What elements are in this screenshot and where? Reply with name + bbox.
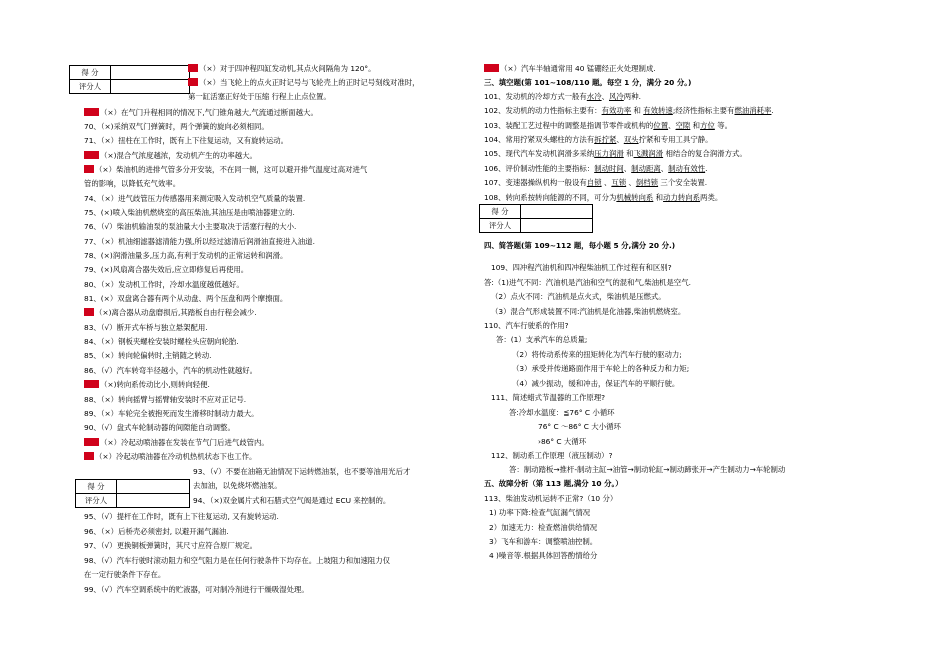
answer-109-1: 答:（1)进气不同：汽油机是汽油和空气的混和气,柴油机是空气.	[484, 278, 691, 287]
redacted-number	[84, 165, 94, 173]
answer: 燃油消耗率	[734, 106, 772, 115]
answer-112: 答：制动踏板→推杆-制动主缸→油管→制动轮缸→制动蹄张开→产生制动力→车轮制动	[509, 465, 786, 474]
score-box-1	[69, 65, 190, 94]
question-90: 90、（√）盘式车轮制动器的间隙能自动调整。	[84, 423, 235, 432]
answer: 位置	[653, 121, 669, 130]
score-box-3	[479, 204, 593, 233]
redacted-number	[484, 64, 499, 72]
question-87: （×)转向系传动比小,则转向轻便.	[84, 380, 210, 390]
question-80: 80、（×）发动机工作时，冷却水温度越低越好。	[84, 280, 244, 289]
answer: 制动时间	[594, 164, 624, 173]
answer: 双头	[623, 135, 639, 144]
answer: 空隙	[675, 121, 691, 130]
question-109: 109、四冲程汽油机和四冲程柴油机工作过程有和区别?	[491, 263, 672, 272]
question-67: （×）对于四冲程四缸发动机,其点火间隔角为 120°。	[188, 64, 376, 74]
answer-109-3: （3）混合气形成装置不同:汽油机是化油器,柴油机燃烧室。	[491, 307, 686, 316]
question-101: 101、发动机的冷却方式一般有水冷、风冷两种.	[484, 92, 641, 101]
question-84: 84、（×）钢板夹螺栓安装时螺栓头应朝向轮胎.	[84, 337, 239, 346]
answer-113-1: 1) 功率下降:检查气缸漏气情况	[489, 508, 591, 517]
answer: 水冷	[586, 92, 602, 101]
answer: 互锁	[611, 178, 627, 187]
question-102: 102、发动机的动力性指标主要有：有效功率 和 有效转速;经济性指标主要有燃油消耗率.	[484, 106, 774, 115]
question-92: （×）冷起动喷油器在冷动机热机状态下也工作。	[84, 452, 256, 462]
answer: 机械转向系	[616, 193, 654, 202]
question-75: 75、(×)喷入柴油机燃烧室的高压柴油,其油压是由喷油器建立的.	[84, 208, 295, 217]
redacted-number	[84, 452, 94, 460]
question-97: 97、（√）更换铜板弹簧时，其尺寸应符合原厂规定。	[84, 541, 258, 550]
question-68-cont: 第一缸活塞正好处于压缩 行程上止点位置。	[188, 92, 331, 101]
answer: 倒档锁	[635, 178, 659, 187]
redacted-number	[188, 78, 198, 86]
score-label: 得 分	[70, 66, 111, 80]
question-73: （×）柴油机的进排气管多分开安装，不在同一侧，这可以避开排气温度过高对进气	[84, 165, 367, 175]
question-83: 83、（√）断开式车桥与独立悬架配用.	[84, 323, 208, 332]
question-94: 94、（×)双金属片式和石腊式空气阀是通过 ECU 来控制的。	[193, 496, 391, 505]
question-86: 86、（√）汽车转弯半径越小，汽车的机动性就越好。	[84, 366, 258, 375]
answer-110-1: 答：(1）支承汽车的总质量;	[496, 335, 588, 344]
redacted-number	[84, 151, 99, 159]
redacted-number	[84, 380, 99, 388]
answer-113-2: 2）加速无力：检查燃油供给情况	[489, 523, 598, 532]
question-111: 111、简述蜡式节温器的工作原理?	[491, 393, 606, 402]
reviewer-label: 评分人	[480, 219, 521, 233]
question-112: 112、制动系工作原理（液压制动）?	[491, 451, 613, 460]
score-label: 得 分	[480, 205, 521, 219]
question-79: 79、(×)风扇离合器失效后,应立即修复后再使用。	[84, 265, 249, 274]
question-72: （×)混合气浓度越浓，发动机产生的功率越大。	[84, 151, 257, 161]
answer-111-3: ›86° C 大循环	[538, 437, 587, 446]
redacted-number	[84, 108, 99, 116]
question-70: 70、（×)采纳双气门弹簧时，两个弹簧的旋向必须相同。	[84, 122, 269, 131]
section-3-heading: 三、填空题(第 101~108/110 题。每空 1 分，满分 20 分。)	[484, 78, 692, 87]
question-81: 81、(×）双盘离合器有两个从动盘、两个压盘和两个摩擦面。	[84, 294, 288, 303]
answer-113-4: 4 )噪音等.根据具体回答酌情给分	[489, 551, 598, 560]
question-98: 98、（√）汽车行驶时滚动阻力和空气阻力是在任何行驶条件下均存在。上坡阻力和加速阻力仅	[84, 556, 391, 565]
answer: 飞溅润滑	[633, 149, 664, 158]
answer: 方位	[700, 121, 715, 130]
question-73-cont: 管的影响，以降低充气效率。	[84, 179, 181, 188]
question-89: 89、（×）车轮完全被抱死而发生滑移时制动力最大。	[84, 409, 259, 418]
question-93: 93、（√）不要在油箱无油情况下运转燃油泵，也不要等油用光后才	[193, 467, 411, 476]
section-4-heading: 四、简答题(第 109~112 题，每小题 5 分,满分 20 分.)	[484, 241, 676, 250]
answer-111-2: 76° C ～86° C 大小循环	[538, 422, 621, 431]
question-76: 76、（√）柴油机输油泵的泵油量大小主要取决于活塞行程的大小.	[84, 222, 297, 231]
answer-110-2: （2）将传动系传来的扭矩转化为汽车行驶的驱动力;	[512, 350, 682, 359]
score-box-2	[75, 479, 190, 508]
question-68: （×）当飞轮上的点火正时记号与飞轮壳上的正时记号刻线对准时，	[188, 78, 420, 88]
question-96: 96、（×）后桥壳必须密封, 以避开漏气漏油.	[84, 527, 229, 536]
question-85: 85、（×）转向轮偏转时,主销随之转动.	[84, 351, 212, 360]
score-label: 得 分	[76, 480, 117, 494]
redacted-number	[188, 64, 198, 72]
redacted-number	[84, 308, 94, 316]
answer: 有效功率	[601, 106, 632, 115]
question-113: 113、柴油发动机运转不正常?（10 分）	[484, 494, 618, 503]
question-77: 77、（×）机油细滤器滤清能力强,所以经过滤清后润滑油直接进入油道.	[84, 237, 315, 246]
answer: 制动距离	[631, 164, 661, 173]
answer: 拆拧紧	[594, 135, 617, 144]
redacted-number	[84, 438, 99, 446]
answer: 压力润滑	[594, 149, 624, 158]
question-74: 74、（×）进气歧管压力传感器用来测定吸入发动机空气质量的装置.	[84, 194, 306, 203]
question-106: 106、评价制动性能的主要指标：制动时间、制动距离、制动有效性.	[484, 164, 708, 173]
question-105: 105、现代汽车发动机润滑多采纳压力润滑 和飞溅润滑 相结合的复合润滑方式。	[484, 149, 747, 158]
answer: 自锁	[586, 178, 602, 187]
reviewer-label: 评分人	[76, 494, 117, 508]
question-71: 71、（×）扭柱在工作时，既有上下往复运动，又有旋转运动。	[84, 136, 289, 145]
answer: 有效转速	[643, 106, 673, 115]
question-104: 104、常用拧紧双头螺柱的方法有拆拧紧、双头拧紧和专用工具宁静。	[484, 135, 713, 144]
reviewer-label: 评分人	[70, 80, 111, 94]
answer-110-4: （4）减少振动，缓和冲击，保证汽车的平顺行驶。	[512, 379, 680, 388]
question-95: 95、（√）提杆在工作时，既有上下往复运动, 又有旋转运动.	[84, 512, 279, 521]
answer-113-3: 3）飞车和游车：调整喷油控制。	[489, 537, 598, 546]
answer-110-3: （3）承受并传递路面作用于车轮上的各种反力和力矩;	[512, 364, 690, 373]
question-103: 103、装配工艺过程中的调整是指调节零件或机构的位置、空隙 和方位 等。	[484, 121, 732, 130]
question-82: （×)离合器从动盘磨损后,其踏板自由行程会减少.	[84, 308, 257, 318]
question-88: 88、（×）转向摇臂与摇臂轴安装时不应对正记号.	[84, 395, 247, 404]
question-107: 107、变速器操纵机构一般设有自锁 、互锁 、倒档锁 三个安全装置.	[484, 178, 708, 187]
answer-111-1: 答:冷却水温度：≦76° C 小循环	[509, 408, 615, 417]
section-5-heading: 五、故障分析（第 113 题,满分 10 分。）	[484, 479, 623, 488]
question-78: 78、(×)润滑油量多,压力高,有利于发动机的正常运转和润滑。	[84, 251, 288, 260]
question-69: （×）在气门升程相同的情况下,气门锥角越大,气流通过断面越大。	[84, 108, 318, 118]
answer: 动力转向系	[663, 193, 701, 202]
question-93-cont: 去加油，以免烧坏燃油泵。	[193, 481, 282, 490]
question-91: （×）冷起动喷油器在发装在节气门后进气歧管内。	[84, 438, 269, 448]
question-98-cont: 在一定行驶条件下存在。	[84, 570, 166, 579]
answer: 制动有效性	[668, 164, 706, 173]
question-100: （×）汽车半轴通常用 40 锰硼经正火处理制成.	[484, 64, 656, 74]
question-108: 108、转向系按转向能源的不同，可分为机械转向系 和动力转向系两类。	[484, 193, 723, 202]
question-99: 99、（√）汽车空调系统中的贮液器，可对制冷剂进行干燥吸湿处理。	[84, 585, 309, 594]
answer: 风冷	[609, 92, 624, 101]
answer-109-2: （2）点火不同：汽油机是点火式，柴油机是压燃式。	[491, 292, 666, 301]
question-110: 110、汽车行驶系的作用?	[484, 321, 569, 330]
